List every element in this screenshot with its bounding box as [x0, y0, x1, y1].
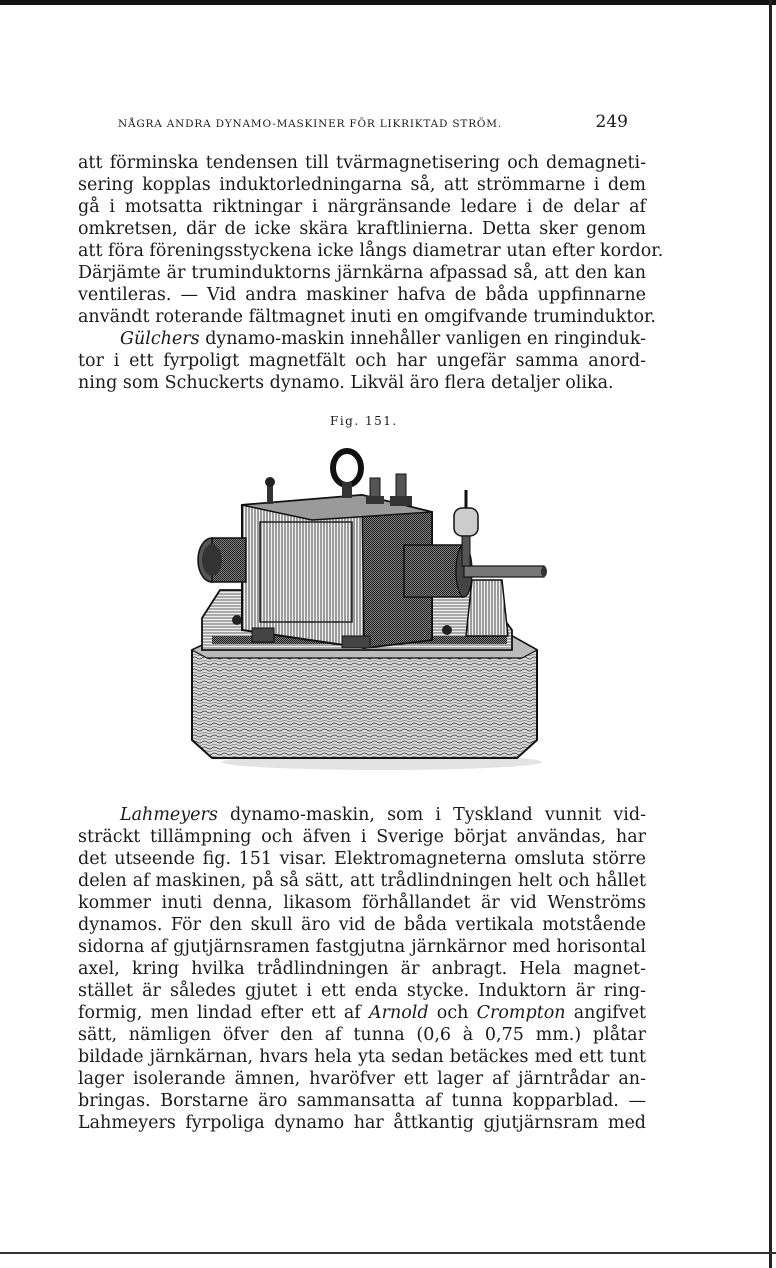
- page-edge-bottom: [0, 1252, 776, 1254]
- text-fragment: och: [428, 1003, 477, 1023]
- page-edge-top: [0, 0, 776, 5]
- text-fragment: formig, men lindad efter ett af: [78, 1003, 369, 1023]
- terminal-knob: [265, 477, 275, 487]
- terminal-post: [370, 478, 380, 498]
- text-line: sering kopplas induktorledningarna så, att strömmarne i dem: [78, 175, 646, 195]
- dynamo-illustration: [182, 440, 552, 780]
- text-line: ning som Schuckerts dynamo. Likväl äro flera detaljer olika.: [78, 373, 614, 393]
- name-arnold: Arnold: [368, 1003, 429, 1023]
- text-line: axel, kring hvilka trådlindningen är anbragt. Hela magnet-: [78, 959, 646, 979]
- text-line: att föra föreningsstyckena icke långs diametrar utan efter kordor.: [78, 241, 664, 261]
- figure-dynamo-engraving: [182, 440, 552, 780]
- name-crompton: Crompton: [476, 1003, 566, 1023]
- oil-cup: [454, 508, 478, 536]
- paragraph-2: [78, 328, 646, 394]
- text-fragment: dynamo-maskin innehåller vanligen en ringinduk-: [199, 329, 647, 349]
- terminal-base: [366, 496, 384, 504]
- text-line: stället är således gjutet i ett enda stycke. Induktorn är ring-: [78, 981, 646, 1001]
- running-head: [118, 112, 628, 132]
- text-line: bildade järnkärnan, hvars hela yta sedan betäckes med ett tunt: [78, 1047, 646, 1067]
- text-line: [78, 804, 646, 826]
- oil-cup-post: [462, 536, 470, 566]
- page-number: 249: [595, 112, 628, 132]
- paragraph-3: [78, 804, 646, 1134]
- text-line: omkretsen, där de icke skära kraftlinierna. Detta sker genom: [78, 219, 646, 239]
- terminal-base: [390, 496, 412, 506]
- text-fragment: dynamo-maskin, som i Tyskland vunnit vid-: [217, 805, 646, 825]
- text-line: gå i motsatta riktningar i närgränsande ledare i de delar af: [78, 197, 646, 217]
- text-line: [78, 1002, 646, 1024]
- text-line: sträckt tillämpning och äfven i Sverige börjat användas, har: [78, 827, 646, 847]
- text-line: dynamos. För den skull äro vid de båda vertikala motstående: [78, 915, 646, 935]
- name-gulchers: Gülchers: [120, 329, 200, 349]
- text-line: tor i ett fyrpoligt magnetfält och har ungefär samma anord-: [78, 351, 646, 371]
- shaft: [464, 566, 544, 577]
- paragraph-1: [78, 152, 664, 328]
- text-line: att förminska tendensen till tvärmagnetisering och demagneti-: [78, 153, 646, 173]
- text-line: användt roterande fältmagnet inuti en omgifvande truminduktor.: [78, 307, 656, 327]
- text-line: det utseende fig. 151 visar. Elektromagneterna omsluta större: [78, 849, 646, 869]
- lifting-ring-post: [342, 482, 352, 498]
- text-line: sätt, nämligen öfver den af tunna (0,6 à 0,75 mm.) plåtar: [78, 1025, 646, 1045]
- text-line: lager isolerande ämnen, hvaröfver ett lager af järntrådar an-: [78, 1069, 646, 1089]
- bolt: [442, 625, 452, 635]
- running-title: NÅGRA ANDRA DYNAMO-MASKINER FÖR LIKRIKTAD STRÖM.: [118, 118, 502, 130]
- text-line: [78, 328, 646, 350]
- lifting-ring: [333, 451, 361, 485]
- body-text-bottom: [78, 804, 646, 1134]
- text-line: delen af maskinen, på så sätt, att trådlindningen helt och hållet: [78, 871, 646, 891]
- figure-caption: Fig. 151.: [330, 414, 398, 428]
- pulley-hub: [202, 544, 222, 576]
- body-text-top: [78, 152, 664, 394]
- commutator: [404, 545, 464, 597]
- text-line: sidorna af gjutjärnsramen fastgjutna järnkärnor med horisontal: [78, 937, 646, 957]
- name-lahmeyers: Lahmeyers: [120, 805, 218, 825]
- foot-bracket: [252, 628, 274, 642]
- text-line: Därjämte är truminduktorns järnkärna afpassad så, att den kan: [78, 263, 646, 283]
- bearing-pedestal: [466, 580, 508, 636]
- text-line: bringas. Borstarne äro sammansatta af tunna kopparblad. —: [78, 1091, 646, 1111]
- text-line: kommer inuti denna, likasom förhållandet är vid Wenströms: [78, 893, 646, 913]
- terminal-post: [396, 474, 406, 498]
- page-edge-right: [769, 0, 772, 1268]
- foot-bracket: [342, 636, 370, 648]
- bolt: [232, 615, 242, 625]
- text-line: Lahmeyers fyrpoliga dynamo har åttkantig gjutjärnsram med: [78, 1113, 646, 1133]
- shaft-end: [541, 566, 547, 577]
- text-fragment: angifvet: [565, 1003, 647, 1023]
- text-line: ventileras. — Vid andra maskiner hafva de båda uppfinnarne: [78, 285, 646, 305]
